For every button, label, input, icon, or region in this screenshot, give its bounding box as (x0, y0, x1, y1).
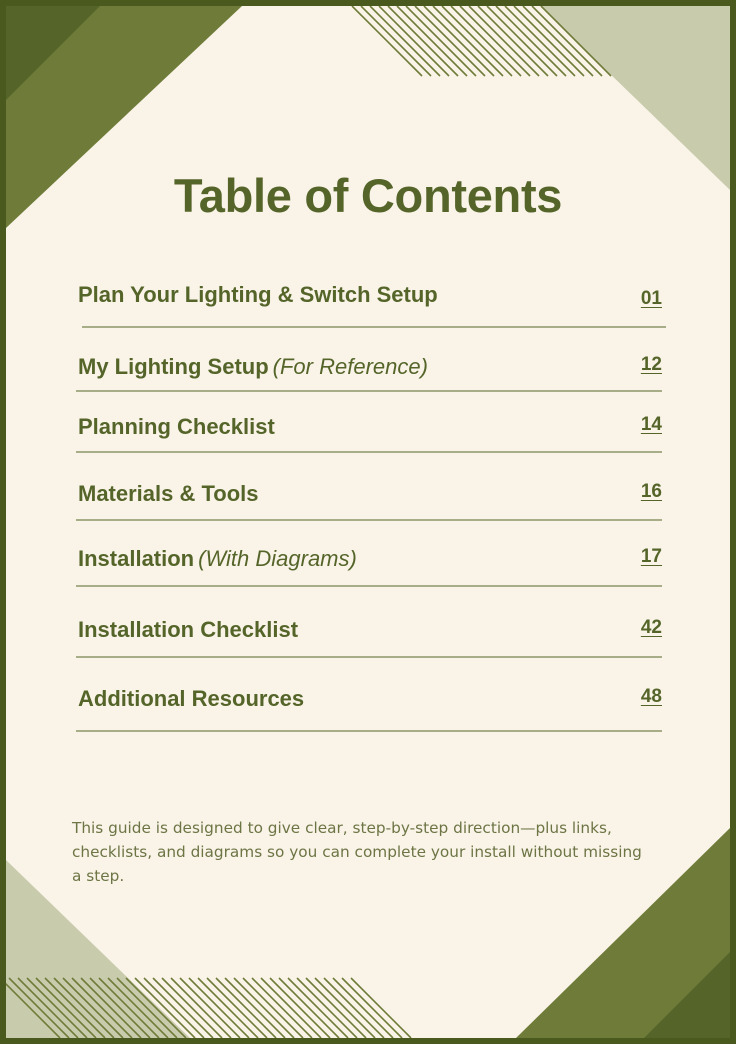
toc-item-label: Materials & Tools (78, 481, 259, 506)
toc-divider (82, 326, 666, 328)
toc-item-label: Plan Your Lighting & Switch Setup (78, 282, 438, 307)
toc-page-number[interactable]: 14 (640, 414, 662, 435)
toc-item-note: (With Diagrams) (198, 546, 357, 571)
toc-item-label: Installation Checklist (78, 617, 299, 642)
toc-item[interactable] (78, 354, 662, 394)
toc-divider (76, 656, 662, 658)
toc-page-number[interactable]: 17 (640, 546, 662, 567)
toc-divider (76, 390, 662, 392)
toc-item-label: Additional Resources (78, 686, 305, 711)
toc-divider (76, 585, 662, 587)
toc-item-label: My Lighting Setup (For Reference) (78, 354, 428, 379)
toc-page-number[interactable]: 16 (640, 481, 662, 502)
toc-item-label: Planning Checklist (78, 414, 275, 439)
toc-page-number[interactable]: 42 (640, 617, 662, 638)
toc-page-number[interactable]: 48 (640, 686, 662, 707)
toc-item[interactable] (78, 414, 662, 454)
toc-item[interactable] (78, 686, 662, 726)
toc-item-label: Installation (With Diagrams) (78, 546, 357, 571)
toc-divider (76, 730, 662, 732)
toc-item[interactable] (78, 617, 662, 657)
page-title: Table of Contents (173, 169, 563, 222)
toc-item-note: (For Reference) (272, 354, 428, 379)
toc-divider (76, 451, 662, 453)
toc-item[interactable] (78, 282, 662, 322)
toc-page-number[interactable]: 12 (640, 354, 662, 375)
document-page (6, 6, 730, 1038)
toc-divider (76, 519, 662, 521)
intro-paragraph: This guide is designed to give clear, step-by-step direction—plus links, checklists, and diagrams so you can complete your install without missing a step. (72, 819, 642, 885)
toc-item[interactable] (78, 546, 662, 586)
toc-item[interactable] (78, 481, 662, 521)
toc-page-number[interactable]: 01 (640, 288, 662, 309)
